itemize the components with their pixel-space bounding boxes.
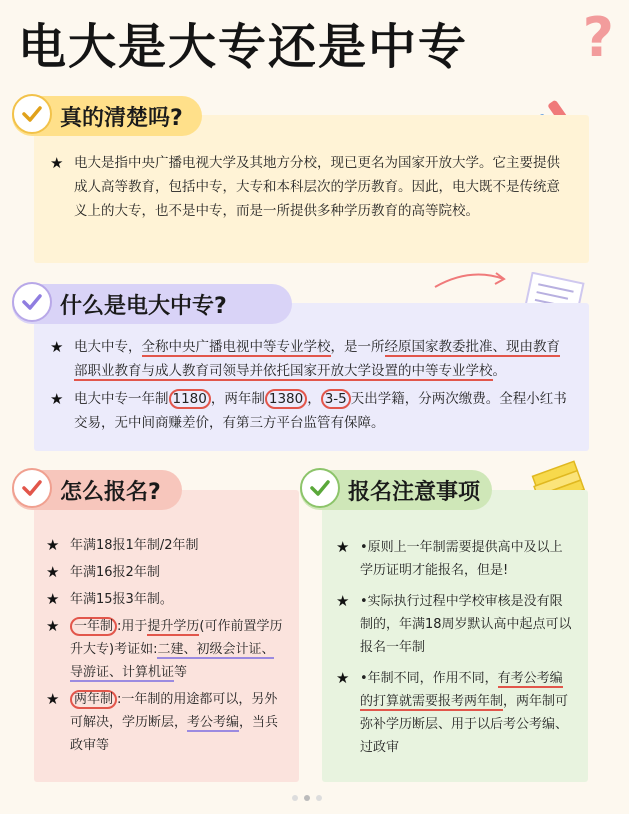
circled-label: 一年制 [70, 617, 117, 636]
list-item [46, 534, 287, 557]
text: 年满18报1年制/2年制 [70, 538, 199, 553]
text: 。 [492, 363, 506, 379]
section-2-heading-text: 什么是电大中专? [60, 293, 227, 319]
text: (可作前置学历升大专)考证如: [70, 619, 283, 657]
underlined-text: 二建、初级会计证、导游证、计算机证 [70, 642, 275, 680]
carousel-dot[interactable] [316, 795, 322, 801]
check-icon [12, 94, 52, 134]
underlined-text: 考公考编 [187, 715, 240, 730]
page-title [18, 6, 618, 75]
text: ，两年制 [210, 391, 265, 407]
star-icon: ★ [46, 617, 60, 635]
underlined-text: 全称中央广播电视中等专业学校 [141, 339, 331, 355]
star-icon: ★ [336, 592, 350, 610]
text: :一年制的用途都可以，另外可解决，学历断层， [70, 692, 278, 730]
star-icon: ★ [46, 563, 60, 581]
list-item [46, 688, 287, 757]
carousel-dots[interactable] [292, 795, 322, 801]
list-item [46, 615, 287, 684]
check-icon [300, 468, 340, 508]
circled-days: 3-5 [321, 389, 351, 409]
star-icon: ★ [50, 338, 64, 356]
list-item [50, 335, 573, 383]
text: 等 [174, 665, 188, 680]
underlined-text: 提升学历 [147, 619, 200, 634]
section-3-box [34, 490, 299, 782]
text: ，当兵政审等 [70, 715, 279, 753]
text: 电大中专一年制 [74, 391, 169, 407]
star-icon: ★ [336, 669, 350, 687]
question-mark-icon: ? [582, 6, 616, 69]
list-item [336, 667, 574, 759]
section-4-heading-text: 报名注意事项 [348, 479, 481, 505]
list-item [336, 536, 574, 582]
list-item [46, 561, 287, 584]
section-2-box [34, 303, 589, 451]
star-icon: ★ [46, 690, 60, 708]
section-1-box [34, 115, 589, 263]
arrow-icon [430, 265, 510, 295]
text: 年满16报2年制 [70, 565, 160, 580]
carousel-dot[interactable] [292, 795, 298, 801]
star-icon: ★ [336, 538, 350, 556]
star-icon: ★ [46, 536, 60, 554]
text: 年满15报3年制。 [70, 592, 173, 607]
check-icon [12, 468, 52, 508]
star-icon: ★ [50, 154, 64, 172]
text: •年制不同，作用不同， [360, 671, 498, 686]
section-3-heading [12, 470, 182, 510]
text: ，是一所 [330, 339, 385, 355]
list-item [336, 590, 574, 659]
check-icon [12, 282, 52, 322]
text: :用于 [117, 619, 148, 634]
section-4-box [322, 490, 588, 782]
text: ，两年制可弥补学历断层、用于以后考公考编、过政审 [360, 694, 569, 755]
section-1-heading [12, 96, 202, 136]
text: •实际执行过程中学校审核是没有限制的，年满18周岁默认高中起点可以报名一年制 [360, 594, 572, 655]
text: ， [307, 391, 321, 407]
section-3-heading-text: 怎么报名? [60, 479, 161, 505]
text: 天出学籍，分两次缴费。全程小红书交易，无中间商赚差价，有第三方平台监管有保障。 [74, 391, 567, 431]
section-4-heading [300, 470, 492, 510]
list-item [50, 387, 573, 435]
circled-price: 1180 [169, 389, 211, 409]
section-1-text: 电大是指中央广播电视大学及其地方分校，现已更名为国家开放大学。它主要提供成人高等教育，包括中专，大专和本科层次的学历教育。因此，电大既不是传统意义上的大专，也不是中专，而是一所提供多种学历教育的高等院校。 [74, 155, 560, 219]
circled-label: 两年制 [70, 690, 117, 709]
list-item [46, 588, 287, 611]
underlined-text: 有考公考编的打算就需要报考两年制 [360, 671, 563, 709]
page-title-text: 电大是大专还是中专 [18, 19, 469, 75]
carousel-dot[interactable] [304, 795, 310, 801]
star-icon: ★ [50, 390, 64, 408]
star-icon: ★ [46, 590, 60, 608]
circled-price: 1380 [265, 389, 307, 409]
text: •原则上一年制需要提供高中及以上学历证明才能报名，但是! [360, 540, 563, 578]
section-1-heading-text: 真的清楚吗? [60, 105, 183, 131]
text: 电大中专， [74, 339, 142, 355]
section-2-heading [12, 284, 292, 324]
list-item [50, 151, 573, 223]
underlined-text: 经原国家教委批准、现由教育部职业教育与成人教育司领导并依托国家开放大学设置的中等专业学校 [74, 339, 560, 379]
